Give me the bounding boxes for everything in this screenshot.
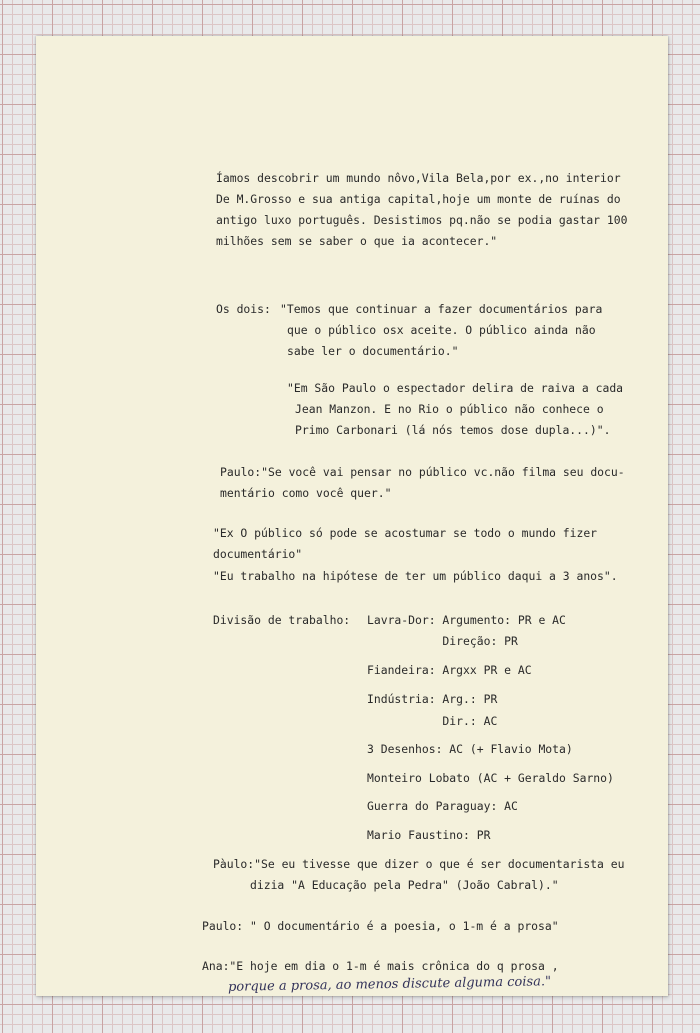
text-line: "Ex O público só pode se acostumar se todo o mundo fizer bbox=[213, 526, 598, 540]
list-item: Fiandeira: Argxx PR e AC bbox=[367, 663, 532, 677]
list-item: Monteiro Lobato (AC + Geraldo Sarno) bbox=[367, 771, 614, 785]
typewritten-page bbox=[36, 36, 668, 996]
handwritten-note: porque a prosa, ao menos discute alguma coisa." bbox=[227, 974, 552, 995]
text-line: documentário" bbox=[213, 547, 303, 561]
list-item: Dir.: AC bbox=[367, 714, 498, 728]
text-line: que o público osx aceite. O público ainda não bbox=[287, 323, 596, 337]
ana-quote: Ana:"E hoje em dia o 1-m é mais crônica do q prosa , bbox=[202, 959, 559, 973]
list-item: Direção: PR bbox=[367, 634, 518, 648]
text-line: Jean Manzon. E no Rio o público não conhece o bbox=[295, 402, 604, 416]
text-line: Pàulo:"Se eu tivesse que dizer o que é ser documentarista eu bbox=[213, 857, 625, 871]
text-line: sabe ler o documentário." bbox=[287, 344, 459, 358]
text-line: Primo Carbonari (lá nós temos dose dupla...)". bbox=[295, 423, 611, 437]
list-item: 3 Desenhos: AC (+ Flavio Mota) bbox=[367, 742, 573, 756]
list-item: Guerra do Paraguay: AC bbox=[367, 799, 518, 813]
text-line: antigo luxo português. Desistimos pq.não se podia gastar 100 bbox=[216, 213, 628, 227]
text-line: dizia "A Educação pela Pedra" (João Cabral)." bbox=[250, 878, 559, 892]
text-line: mentário como você quer." bbox=[220, 486, 392, 500]
text-line: De M.Grosso e sua antiga capital,hoje um monte de ruínas do bbox=[216, 192, 621, 206]
text-line: Paulo:"Se você vai pensar no público vc.não filma seu docu- bbox=[220, 465, 625, 479]
list-item: Mario Faustino: PR bbox=[367, 828, 491, 842]
text-line: "Temos que continuar a fazer documentários para bbox=[280, 302, 603, 316]
text-line: Íamos descobrir um mundo nôvo,Vila Bela,por ex.,no interior bbox=[216, 171, 621, 185]
list-item: Indústria: Arg.: PR bbox=[367, 692, 498, 706]
speaker-label: Os dois: bbox=[216, 302, 271, 316]
paulo-quote-3: Paulo: " O documentário é a poesia, o 1-m é a prosa" bbox=[202, 919, 559, 933]
text-line: milhões sem se saber o que ia acontecer." bbox=[216, 234, 498, 248]
list-item: Lavra-Dor: Argumento: PR e AC bbox=[367, 613, 566, 627]
text-line: "Em São Paulo o espectador delira de raiva a cada bbox=[287, 381, 624, 395]
text-line: "Eu trabalho na hipótese de ter um público daqui a 3 anos". bbox=[213, 569, 618, 583]
section-label: Divisão de trabalho: bbox=[213, 613, 351, 627]
